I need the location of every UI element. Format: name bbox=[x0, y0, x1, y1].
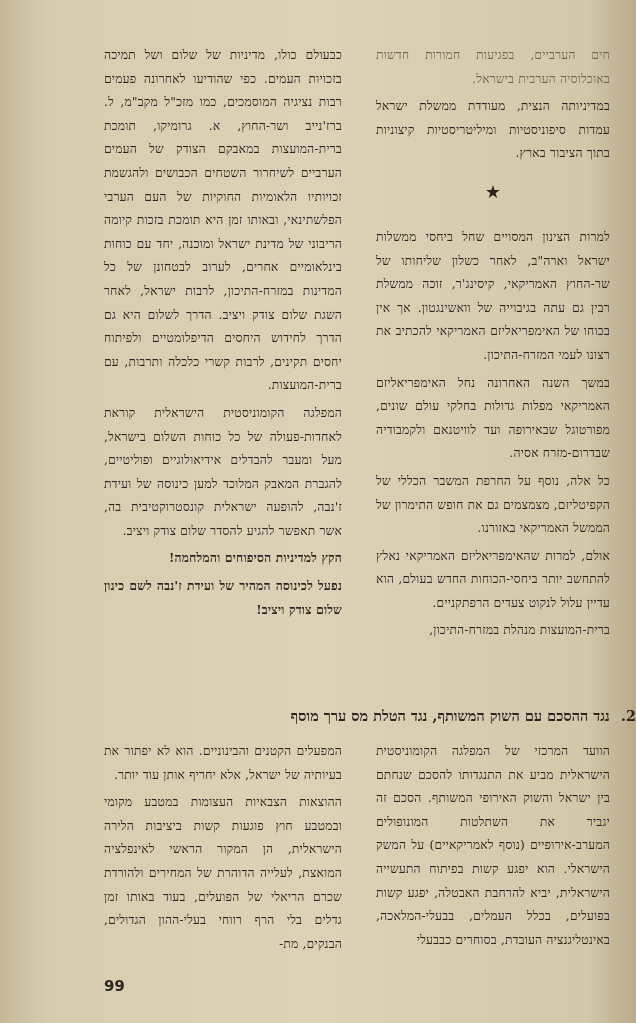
paragraph: ההוצאות הצבאיות העצומות במטבע מקומי ובמטבע חוץ פוגעות קשות ביציבות הלירה הישראלית, הן המקור הראשי לאינפלציה המואצת, לעלייה הדוהרת של המחירים ולהורדת שכרם הריאלי של הפועלים, בעוד באותו זמן גדלים בלי הרף רווחי בעלי-ההון הגדולים, הבנקים, מת- bbox=[104, 795, 342, 951]
section-number: 2. bbox=[620, 708, 636, 725]
slogan: נפעל לכינוסה המהיר של ועידת ז'נבה לשם כינון שלום צודק ויציב! bbox=[104, 579, 342, 617]
bottom-right-column bbox=[376, 740, 610, 956]
paragraph: כל אלה, נוסף על החרפת המשבר הכללי של הקפיטליזם, מצמצמים גם את חופש התימרון של הממשל האמריקאי באזורנו. bbox=[376, 473, 610, 536]
right-column bbox=[376, 44, 610, 647]
left-column bbox=[104, 44, 342, 626]
paragraph: הוועד המרכזי של המפלגה הקומוניסטית הישראלית מביע את התנגדותו להסכם שנחתם בין ישראל והשוק האירופי המשותף. הסכם זה יגביר את השתלטות המונופולים המערב-אירופיים (נוסף לאמריקאיים) על המשק הישראלי. הוא יפגע קשות בפיתוח התעשייה הישראלית, יביא להרחבת האבטלה, יפגע קשות בפועלים, בכלל העמלים, בבעלי-המלאכה, באינטליגנציה העובדת, בסוחרים כבבעלי bbox=[376, 744, 610, 947]
paragraph: ברית-המועצות מנהלת במזרח-התיכון, bbox=[429, 623, 610, 638]
paragraph: חים הערביים, בפגיעות חמורות חדשות באוכלוסיה הערבית בישראל. bbox=[376, 48, 610, 86]
paragraph: למרות הצינון המסויים שחל ביחסי ממשלות ישראל וארה"ב, לאחר כשלון שליחותו של שר-החוץ האמריקאי, קיסינג'ר, זוכה ממשלת רבין גם עתה בגיבוייה של וואשינגטון. אך אין בכוחו של האימפריאליזם האמריקאי להכתיב את רצונו לעמי המזרח-התיכון. bbox=[376, 229, 610, 362]
paragraph: כבעולם כולו, מדיניות של שלום ושל תמיכה בזכויות העמים. כפי שהודיעו לאחרונה פעמים רבות נציגיה המוסמכים, כמו מזכ"ל מקב"מ, ל. ברז'נייב ושר-החוץ, א. גרומיקו, תומכת ברית-המועצות במאבקם הצודק של העמים הערביים לשיחרור השטחים הכבושים ולהגשמת זכויותיו הלאומיות החוקיות של העם הערבי הפלשתינאי, ובאותו זמן היא תומכת בזכות קיומה הריבוני של מדינת ישראל ומוכנה, יחד עם כוחות בינלאומיים אחרים, לערוב לבטחונן של כל המדינות במזרח-התיכון, לרבות ישראל, לאחר השגת שלום צודק ויציב. הדרך לשלום היא גם הדרך לחידוש היחסים הדיפלומטיים ולפיתוח יחסים תקינים, לרבות קשרי כלכלה ותרבות, עם ברית-המועצות. bbox=[104, 48, 342, 393]
paragraph: אולם, למרות שהאימפריאליזם האמריקאי נאלץ להתחשב יותר ביחסי-הכוחות החדש בעולם, הוא עדיין עלול לנקוט צעדים הרפתקניים. bbox=[376, 548, 610, 610]
paragraph: המפלגה הקומוניסטית הישראלית קוראת לאחדות-פעולה של כל כוחות השלום בישראל, מעל ומעבר להבדלים אידיאולוגיים ופוליטיים, להגברת המאבק המלוכד למען כינוסה של ועידת ז'נבה, להופעה ישראלית קונסטרוקטיבית בה, אשר תאפשר להגיע להסדר שלום צודק ויציב. bbox=[104, 405, 342, 538]
page-number: 99 bbox=[104, 977, 125, 995]
section-heading bbox=[96, 704, 636, 730]
paragraph: במשך השנה האחרונה נחל האימפריאליזם האמריקאי מפלות גדולות בחלקי עולם שונים, מפורטוגל שבאירופה ועד לוויטנאם ולקמבודיה שבדרום-מזרח אסיה. bbox=[376, 375, 610, 461]
star-separator-icon: ★ bbox=[484, 181, 502, 203]
slogan: הקץ למדיניות הסיפוחים והמלחמה! bbox=[168, 551, 342, 566]
bottom-left-column bbox=[104, 740, 342, 960]
paragraph: המפעלים הקטנים והבינוניים. הוא לא יפתור את בעיותיה של ישראל, אלא יחריף אותן עוד יותר. bbox=[104, 744, 342, 782]
paragraph: במדיניותה הנצית, מעודדת ממשלת ישראל עמדות סיפוניסטיות ומיליטריסטיות קיצוניות בתוך הציבור בארץ. bbox=[376, 99, 610, 161]
section-title: נגד ההסכם עם השוק המשותף, נגד הטלת מס ערך מוסף bbox=[290, 708, 610, 725]
